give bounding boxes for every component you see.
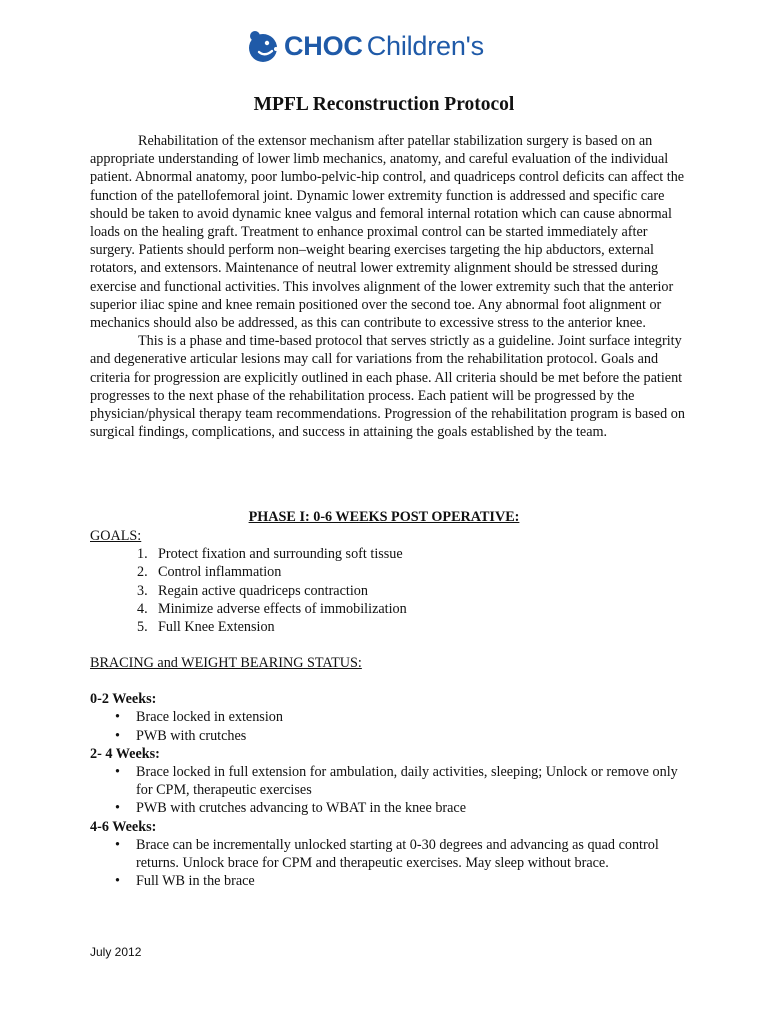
- list-item: [90, 545, 690, 563]
- footer-date: July 2012: [90, 945, 142, 959]
- list-item: • Brace locked in extension: [90, 708, 690, 726]
- logo-text-bold: CHOC: [284, 30, 363, 61]
- weeks-label: 2- 4 Weeks:: [90, 745, 160, 762]
- goal-number: 5.: [137, 619, 148, 636]
- phase-heading: PHASE I: 0-6 WEEKS POST OPERATIVE:: [248, 509, 520, 525]
- list-item: [90, 582, 690, 600]
- intro-paragraph: Rehabilitation of the extensor mechanism after patellar stabilization surgery is based on an appropriate understanding of lower limb mechanics, anatomy, and careful evaluation of the individual patient. Abnormal anatomy, poor lumbo-pelvic-hip control, and quadriceps control deficits can affect the function of the patellofemoral joint. Dynamic lower extremity function is addressed and specific care should be taken to avoid dynamic knee valgus and femoral internal rotation which can cause abnormal loads on the healing graft. Treatment to enhance proximal control can be started immediately after surgery. Patients should perform non–weight bearing exercises targeting the hip abductors, external rotators, and extensors. Maintenance of neutral lower extremity alignment should be stressed during exercise and functional activities. This involves alignment of the lower extremity such that the anterior superior iliac spine and knee remain positioned over the second toe. Any abnormal foot alignment or mechanics should also be addressed, as this can contribute to excessive stress to the anterior knee.: [90, 133, 685, 332]
- bullet-list: [90, 763, 690, 818]
- goal-number: 3.: [137, 582, 148, 599]
- goal-number: 2.: [137, 564, 148, 581]
- list-item: • Brace locked in full extension for ambulation, daily activities, sleeping; Unlock or remove only for CPM, therapeutic exercises: [90, 763, 690, 799]
- list-item: • PWB with crutches advancing to WBAT in the knee brace: [90, 799, 690, 817]
- choc-childrens-logo: [246, 28, 484, 64]
- goal-text: Full Knee Extension: [158, 619, 275, 636]
- goal-text: Regain active quadriceps contraction: [158, 582, 368, 599]
- list-item: • Full WB in the brace: [90, 872, 690, 890]
- bracing-label: BRACING and WEIGHT BEARING STATUS:: [90, 655, 362, 671]
- intro-section: [90, 132, 690, 441]
- bullet-list: [90, 836, 690, 891]
- weeks-label: 0-2 Weeks:: [90, 691, 157, 708]
- list-item: [90, 600, 690, 618]
- intro-paragraph: This is a phase and time-based protocol that serves strictly as a guideline. Joint surface integrity and degenerative articular lesions may call for variations from the rehabilitation protocol. Goals and criteria for progression are explicitly outlined in each phase. All criteria should be met before the patient progresses to the next phase of the rehabilitation process. Each patient will be progressed by the physician/physical therapy team recommendations. Progression of the rehabilitation program is based on surgical findings, complications, and success in attaining the goals established by the team.: [90, 333, 685, 441]
- goal-number: 1.: [137, 546, 148, 563]
- logo-wordmark: [284, 31, 484, 62]
- document-title: MPFL Reconstruction Protocol: [253, 94, 515, 115]
- goal-number: 4.: [137, 600, 148, 617]
- goals-label: GOALS:: [90, 528, 142, 544]
- logo-text-regular: Children's: [366, 30, 484, 61]
- bracing-section: [90, 654, 690, 890]
- goal-text: Minimize adverse effects of immobilization: [158, 600, 407, 617]
- bullet-list: [90, 708, 690, 744]
- goal-text: Control inflammation: [158, 564, 282, 581]
- choc-bear-logo-icon: [246, 29, 280, 63]
- list-item: • Brace can be incrementally unlocked starting at 0-30 degrees and advancing as quad control returns. Unlock brace for CPM and therapeutic exercises. May sleep without brace.: [90, 836, 690, 872]
- goals-list: [90, 545, 690, 636]
- goal-text: Protect fixation and surrounding soft tissue: [158, 546, 403, 563]
- list-item: [90, 618, 690, 636]
- weeks-label: 4-6 Weeks:: [90, 818, 157, 835]
- list-item: [90, 563, 690, 581]
- list-item: • PWB with crutches: [90, 727, 690, 745]
- goals-section: [90, 527, 690, 636]
